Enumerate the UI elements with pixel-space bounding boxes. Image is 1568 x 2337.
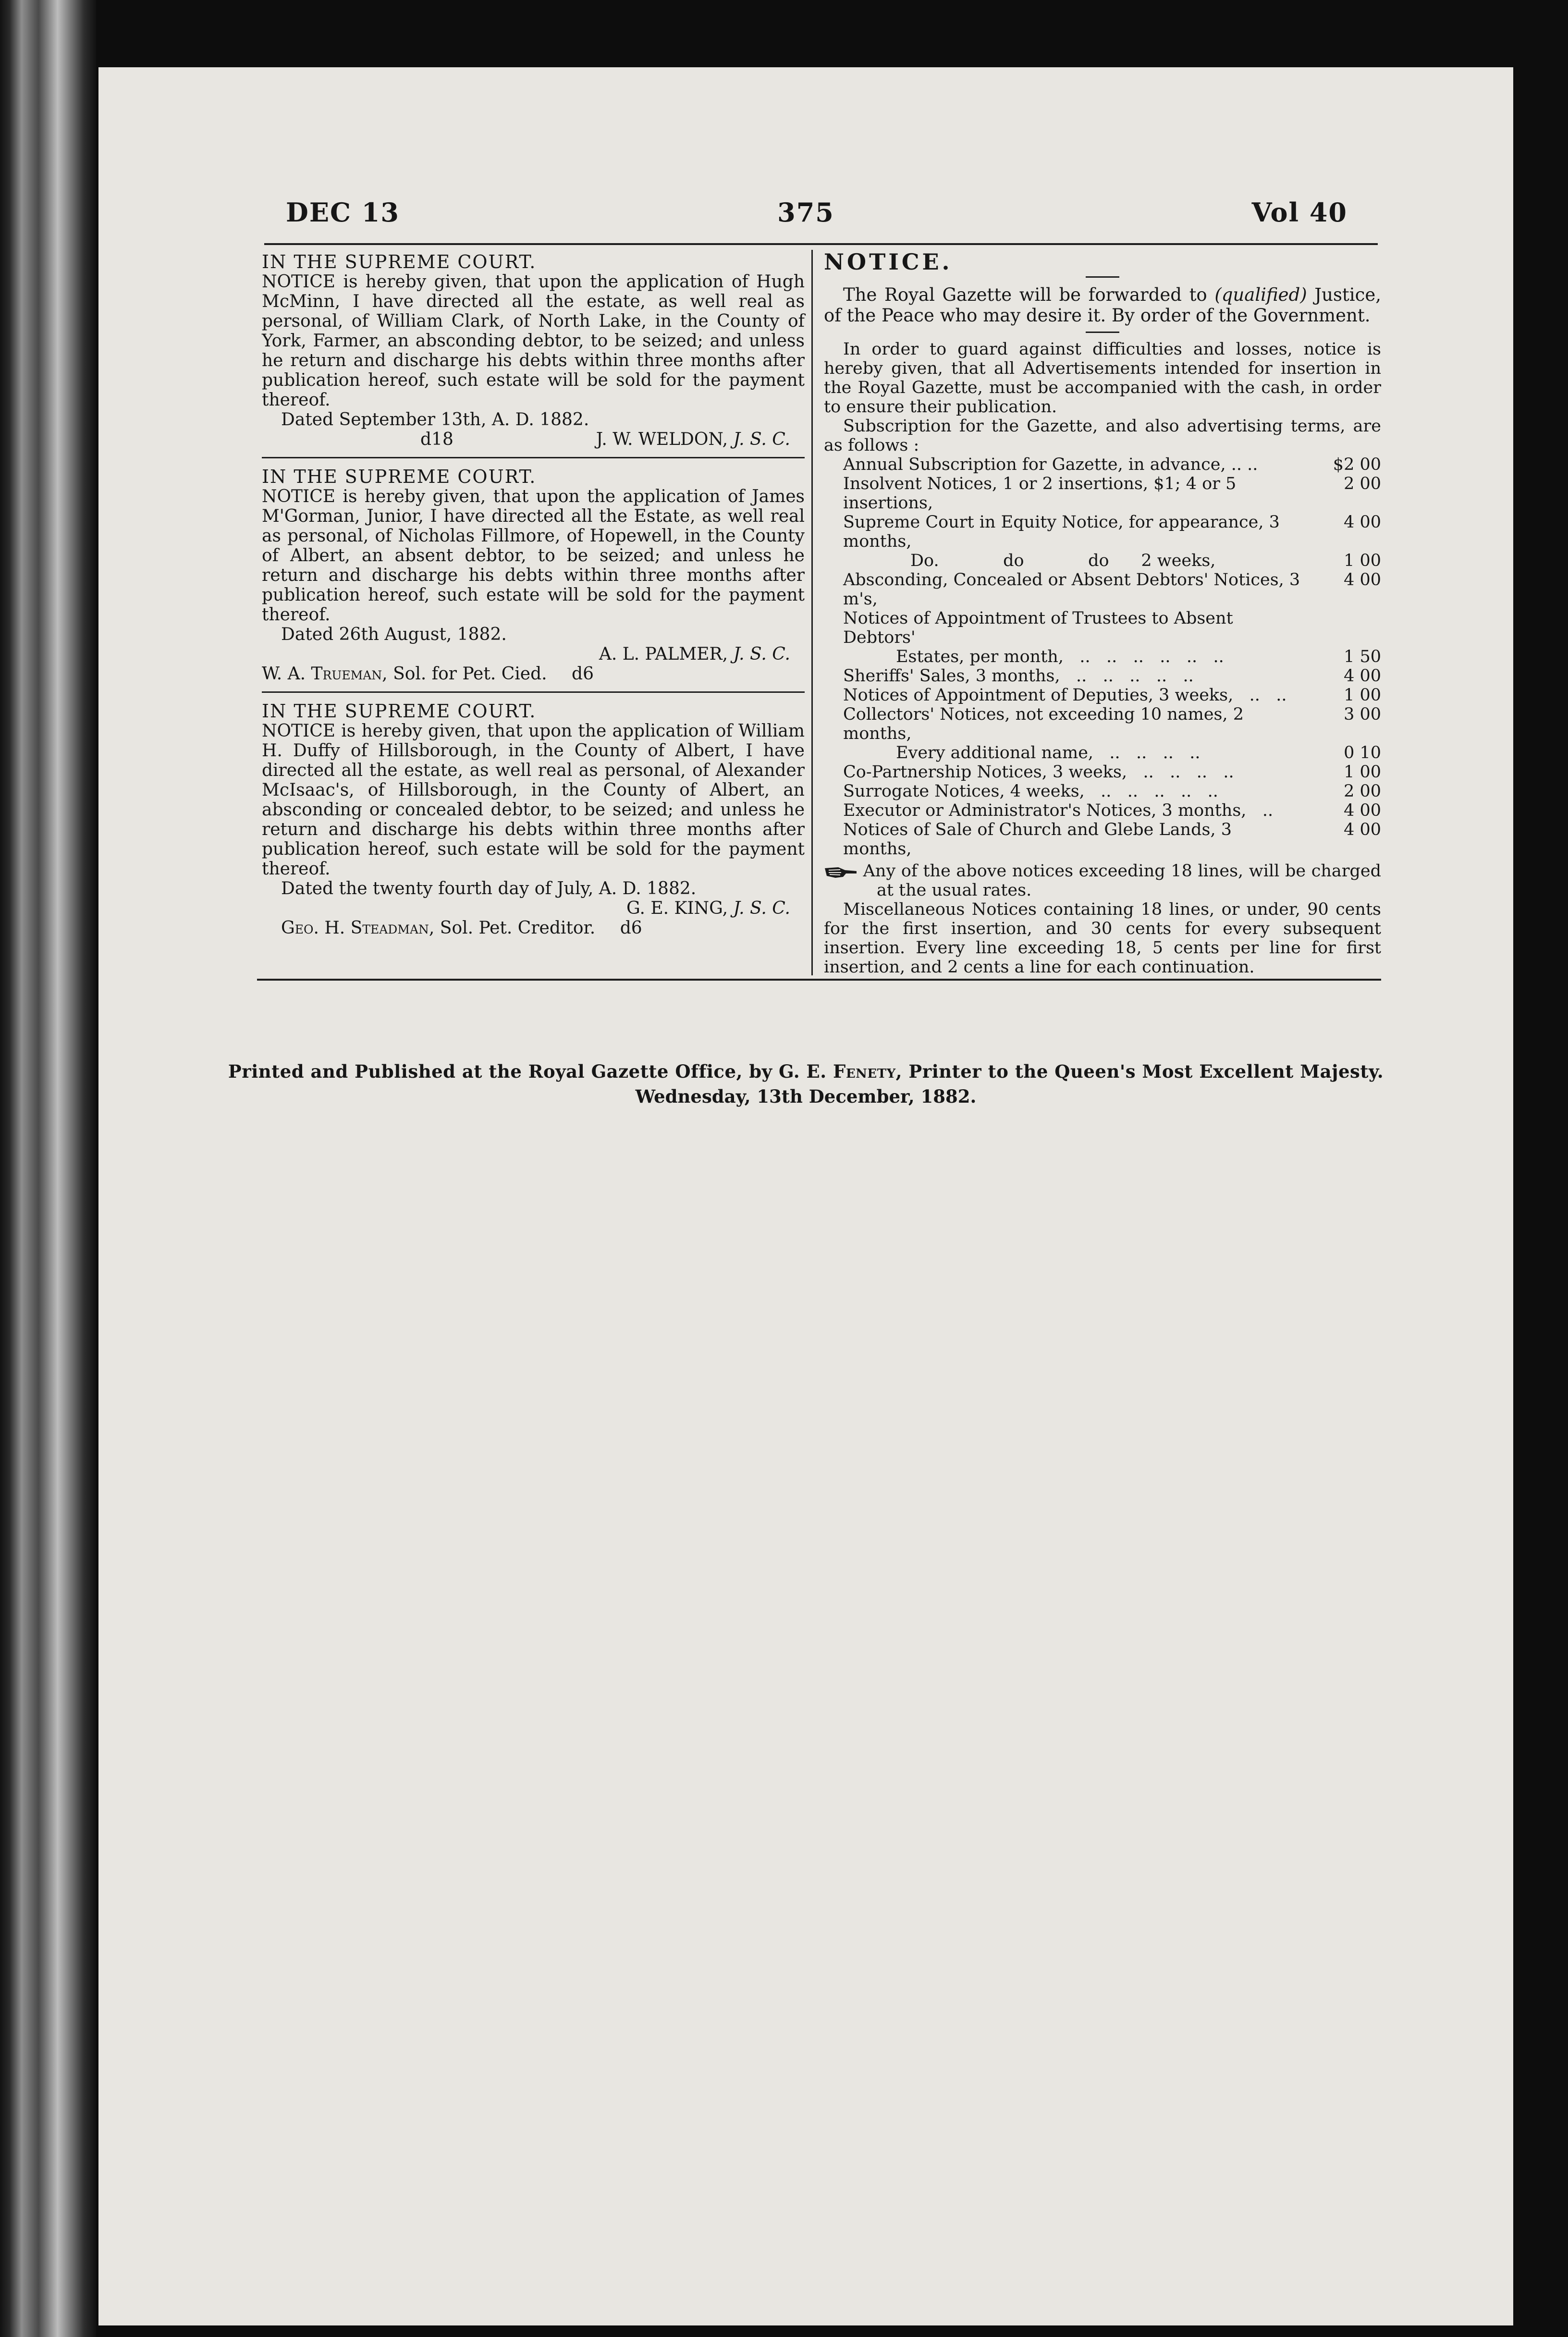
right-column — [824, 249, 1382, 977]
header-rule — [264, 243, 1378, 245]
rate-amount: 4 00 — [1344, 570, 1381, 590]
judge-name: G. E. KING, — [626, 898, 728, 918]
rate-label: Executor or Administrator's Notices, 3 months, .. — [843, 801, 1274, 820]
rate-amount: 4 00 — [1344, 820, 1381, 839]
rate-row — [843, 820, 1381, 859]
intro-text-start: The Royal Gazette will be forwarded to — [843, 284, 1207, 305]
rate-amount: 2 00 — [1344, 782, 1381, 801]
rate-amount: 4 00 — [1344, 801, 1381, 820]
notice-separator — [262, 457, 805, 458]
rate-label: Notices of Appointment of Trustees to Absent Debtors' — [843, 609, 1233, 647]
judge-signature — [262, 898, 805, 918]
notice-code: d6 — [572, 664, 594, 684]
notice-code: d18 — [420, 430, 453, 449]
pointing-hand-icon — [824, 865, 858, 879]
rate-row — [843, 570, 1381, 609]
book-spine — [0, 0, 96, 2337]
rate-label: Do. do do 2 weeks, — [910, 551, 1216, 570]
judge-name: J. W. WELDON, — [596, 430, 728, 449]
excess-note-text: Any of the above notices exceeding 18 lines, will be charged at the usual rates. — [863, 861, 1381, 900]
rate-row — [843, 782, 1381, 801]
imprint-text-start: Printed and Published at the Royal Gazette Office, by G. E. — [228, 1061, 827, 1082]
solicitor-role: Sol. Pet. Creditor. — [440, 918, 596, 938]
solicitor-name: W. A. Trueman, — [262, 664, 388, 684]
header-date: DEC 13 — [286, 197, 400, 228]
judge-title: J. S. C. — [733, 644, 790, 664]
rate-row — [843, 743, 1381, 763]
rate-label: Absconding, Concealed or Absent Debtors' Notices, 3 m's, — [843, 570, 1300, 609]
intro-rule — [1086, 332, 1119, 333]
court-notice-title: IN THE SUPREME COURT. — [262, 466, 537, 487]
rate-label: Insolvent Notices, 1 or 2 insertions, $1; 4 or 5 insertions, — [843, 474, 1237, 513]
rate-label: Supreme Court in Equity Notice, for appearance, 3 months, — [843, 513, 1280, 551]
rate-label: Estates, per month, .. .. .. .. .. .. — [896, 647, 1224, 666]
court-notice-body: NOTICE is hereby given, that upon the application of William H. Duffy of Hillsborough, in the County of Albert, I have directed all the estate, as well real as personal, of Alexander McIsaac's, of Hillsborough, in the County of Albert, an absconding or concealed debtor, to be seized; and unless he return and discharge his debts within three months after publication hereof, such estate will be sold for the payment thereof. — [262, 721, 805, 879]
solicitor-role: Sol. for Pet. Cied. — [393, 664, 547, 684]
court-notice-2 — [262, 467, 805, 684]
rate-amount: 3 00 — [1344, 705, 1381, 724]
intro-text-end: Justice, of the Peace who may desire it. By order of the Government. — [824, 284, 1382, 326]
judge-signature — [262, 644, 805, 664]
gazette-page — [98, 67, 1513, 2325]
rate-row — [843, 763, 1381, 782]
rate-amount: 1 00 — [1344, 686, 1381, 705]
rate-label: Every additional name, .. .. .. .. — [896, 743, 1200, 763]
rate-amount: 1 00 — [1344, 551, 1381, 570]
court-notice-dated: Dated 26th August, 1882. — [281, 625, 507, 644]
footer-rule — [257, 979, 1381, 981]
notice-heading: NOTICE. — [824, 249, 953, 275]
rate-label: Sheriffs' Sales, 3 months, .. .. .. .. .. — [843, 666, 1194, 686]
rate-amount: 4 00 — [1344, 513, 1381, 532]
notice-intro-terms: Subscription for the Gazette, and also advertising terms, are as follows : — [824, 417, 1381, 455]
judge-name: A. L. PALMER, — [599, 644, 728, 664]
rate-row — [843, 647, 1381, 666]
rate-amount: $2 00 — [1333, 455, 1381, 474]
rate-label: Notices of Appointment of Deputies, 3 weeks, .. .. — [843, 686, 1287, 705]
notice-separator — [262, 691, 805, 693]
judge-title: J. S. C. — [733, 430, 790, 449]
rate-row — [843, 551, 1381, 570]
printer-name: Fenety, — [833, 1061, 903, 1082]
rates-table — [824, 455, 1381, 859]
court-notice-title: IN THE SUPREME COURT. — [262, 701, 537, 722]
imprint-text-end: Printer to the Queen's Most Excellent Majesty. — [908, 1061, 1384, 1082]
court-notice-body: NOTICE is hereby given, that upon the application of Hugh McMinn, I have directed all the estate, as well real as personal, of William Clark, of North Lake, in the County of York, Farmer, an absconding debtor, to be seized; and unless he return and discharge his debts within three months after publication hereof, such estate will be sold for the payment thereof. — [262, 272, 805, 410]
header-page-number: 375 — [777, 197, 834, 228]
rate-row — [843, 609, 1381, 647]
rate-row — [843, 513, 1381, 551]
excess-lines-note — [824, 861, 1381, 900]
solicitor-line — [262, 664, 805, 684]
court-notice-signature — [262, 430, 805, 449]
notice-intro-qualified — [824, 284, 1381, 326]
court-notice-dated: Dated the twenty fourth day of July, A. D. 1882. — [281, 879, 697, 898]
rate-amount: 0 10 — [1344, 743, 1381, 763]
column-divider — [811, 250, 813, 975]
court-notice-3 — [262, 701, 805, 938]
intro-emphasis: (qualified) — [1214, 284, 1307, 305]
header-volume: Vol 40 — [1251, 197, 1348, 228]
court-notice-body: NOTICE is hereby given, that upon the application of James M'Gorman, Junior, I have directed all the Estate, as well real as personal, of Nicholas Fillmore, of Hopewell, in the County of Albert, an absent debtor, to be seized; and unless he return and discharge his debts within three months after publication hereof, such estate will be sold for the payment thereof. — [262, 487, 805, 625]
title-rule — [1086, 276, 1119, 278]
court-notice-dated: Dated September 13th, A. D. 1882. — [281, 410, 589, 430]
rate-label: Co-Partnership Notices, 3 weeks, .. .. .. .. — [843, 763, 1234, 782]
judge-title: J. S. C. — [733, 898, 790, 918]
court-notice-1 — [262, 252, 805, 449]
rate-amount: 1 00 — [1344, 763, 1381, 782]
notice-intro-cash: In order to guard against difficulties and losses, notice is hereby given, that all Advertisements intended for insertion in the Royal Gazette, must be accompanied with the cash, in order to ensure their publication. — [824, 340, 1381, 417]
rate-label: Collectors' Notices, not exceeding 10 names, 2 months, — [843, 705, 1244, 743]
imprint-line — [98, 1061, 1513, 1082]
judge-signature — [596, 430, 790, 449]
rate-row — [843, 801, 1381, 820]
miscellaneous-notices: Miscellaneous Notices containing 18 lines, or under, 90 cents for the first insertion, and 30 cents for every subsequent insertion. Every line exceeding 18, 5 cents per line for first insertion, and 2 cents a line for each continuation. — [824, 900, 1381, 977]
court-notice-title: IN THE SUPREME COURT. — [262, 251, 537, 272]
notice-code: d6 — [620, 918, 642, 938]
rate-label: Notices of Sale of Church and Glebe Lands, 3 months, — [843, 820, 1232, 859]
left-column — [262, 252, 805, 938]
rate-row — [843, 455, 1381, 474]
rate-amount: 2 00 — [1344, 474, 1381, 493]
rate-amount: 4 00 — [1344, 666, 1381, 686]
rate-row — [843, 686, 1381, 705]
solicitor-name: Geo. H. Steadman, — [281, 918, 435, 938]
rate-label: Surrogate Notices, 4 weeks, .. .. .. .. .. — [843, 782, 1218, 801]
rate-row — [843, 705, 1381, 743]
rate-amount: 1 50 — [1344, 647, 1381, 666]
rate-row — [843, 666, 1381, 686]
rate-row — [843, 474, 1381, 513]
publication-date: Wednesday, 13th December, 1882. — [635, 1086, 977, 1107]
rate-label: Annual Subscription for Gazette, in advance, .. .. — [843, 455, 1258, 474]
solicitor-line — [262, 918, 805, 938]
